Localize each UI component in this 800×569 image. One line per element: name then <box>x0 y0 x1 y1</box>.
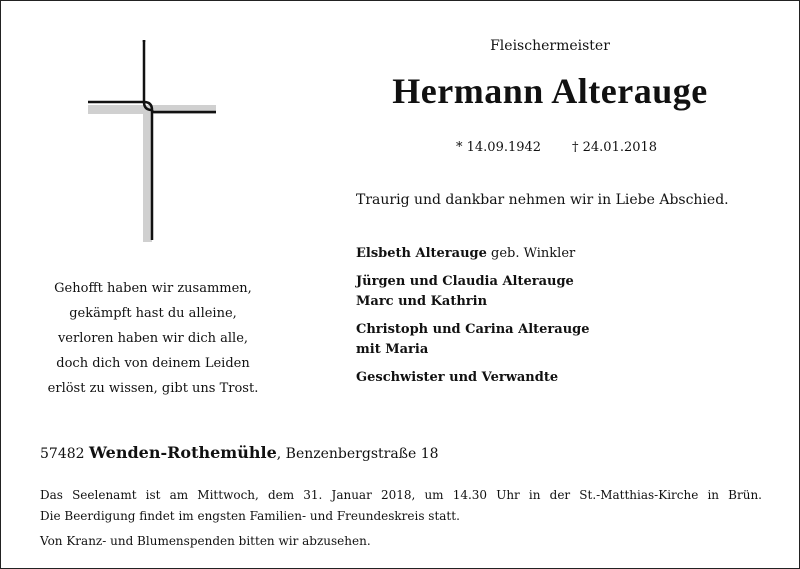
cross-shadow-vertical <box>143 105 152 242</box>
notice-line: Von Kranz- und Blumenspenden bitten wir abzusehen. <box>40 534 371 548</box>
poem-line: gekämpft hast du alleine, <box>69 306 237 321</box>
cross-line-vertical-top <box>144 40 152 110</box>
address <box>40 443 439 462</box>
poem-line: doch dich von deinem Leiden <box>56 356 250 371</box>
profession: Fleischermeister <box>490 38 610 54</box>
birth-date: * 14.09.1942 <box>456 140 542 155</box>
poem-line: erlöst zu wissen, gibt uns Trost. <box>47 381 259 396</box>
address-place: Wenden-Rothemühle <box>89 443 277 462</box>
mourner-name: Christoph und Carina Alterauge <box>356 322 590 337</box>
mourner-group <box>356 368 776 388</box>
mourners-list <box>356 244 776 396</box>
mourner-group <box>356 244 776 264</box>
death-date: † 24.01.2018 <box>572 140 658 155</box>
address-street: , Benzenbergstraße 18 <box>276 446 439 462</box>
mourner-name: mit Maria <box>356 342 429 357</box>
cross-icon <box>82 40 222 245</box>
farewell-text: Traurig und dankbar nehmen wir in Liebe Abschied. <box>356 192 729 208</box>
mourner-group <box>356 272 776 312</box>
poem-line: verloren haben wir dich alle, <box>57 331 249 346</box>
mourner-name: Elsbeth Alterauge <box>356 246 487 261</box>
mourner-group <box>356 320 776 360</box>
cross-line-horizontal-left <box>88 102 152 240</box>
mourner-name: Geschwister und Verwandte <box>356 370 559 385</box>
notice-line: Das Seelenamt ist am Mittwoch, dem 31. Januar 2018, um 14.30 Uhr in der St.-Matthias-Kirche in Brün. <box>40 488 762 502</box>
notice-line: Die Beerdigung findet im engsten Familien- und Freundeskreis statt. <box>40 509 460 523</box>
poem-line: Gehofft haben wir zusammen, <box>54 281 252 296</box>
mourner-note: geb. Winkler <box>486 246 576 261</box>
poem <box>22 276 284 401</box>
address-zip: 57482 <box>40 446 85 462</box>
deceased-name: Hermann Alterauge <box>392 71 708 111</box>
funeral-notice <box>40 485 762 552</box>
mourner-name: Jürgen und Claudia Alterauge <box>356 274 574 289</box>
mourner-name: Marc und Kathrin <box>356 294 488 309</box>
